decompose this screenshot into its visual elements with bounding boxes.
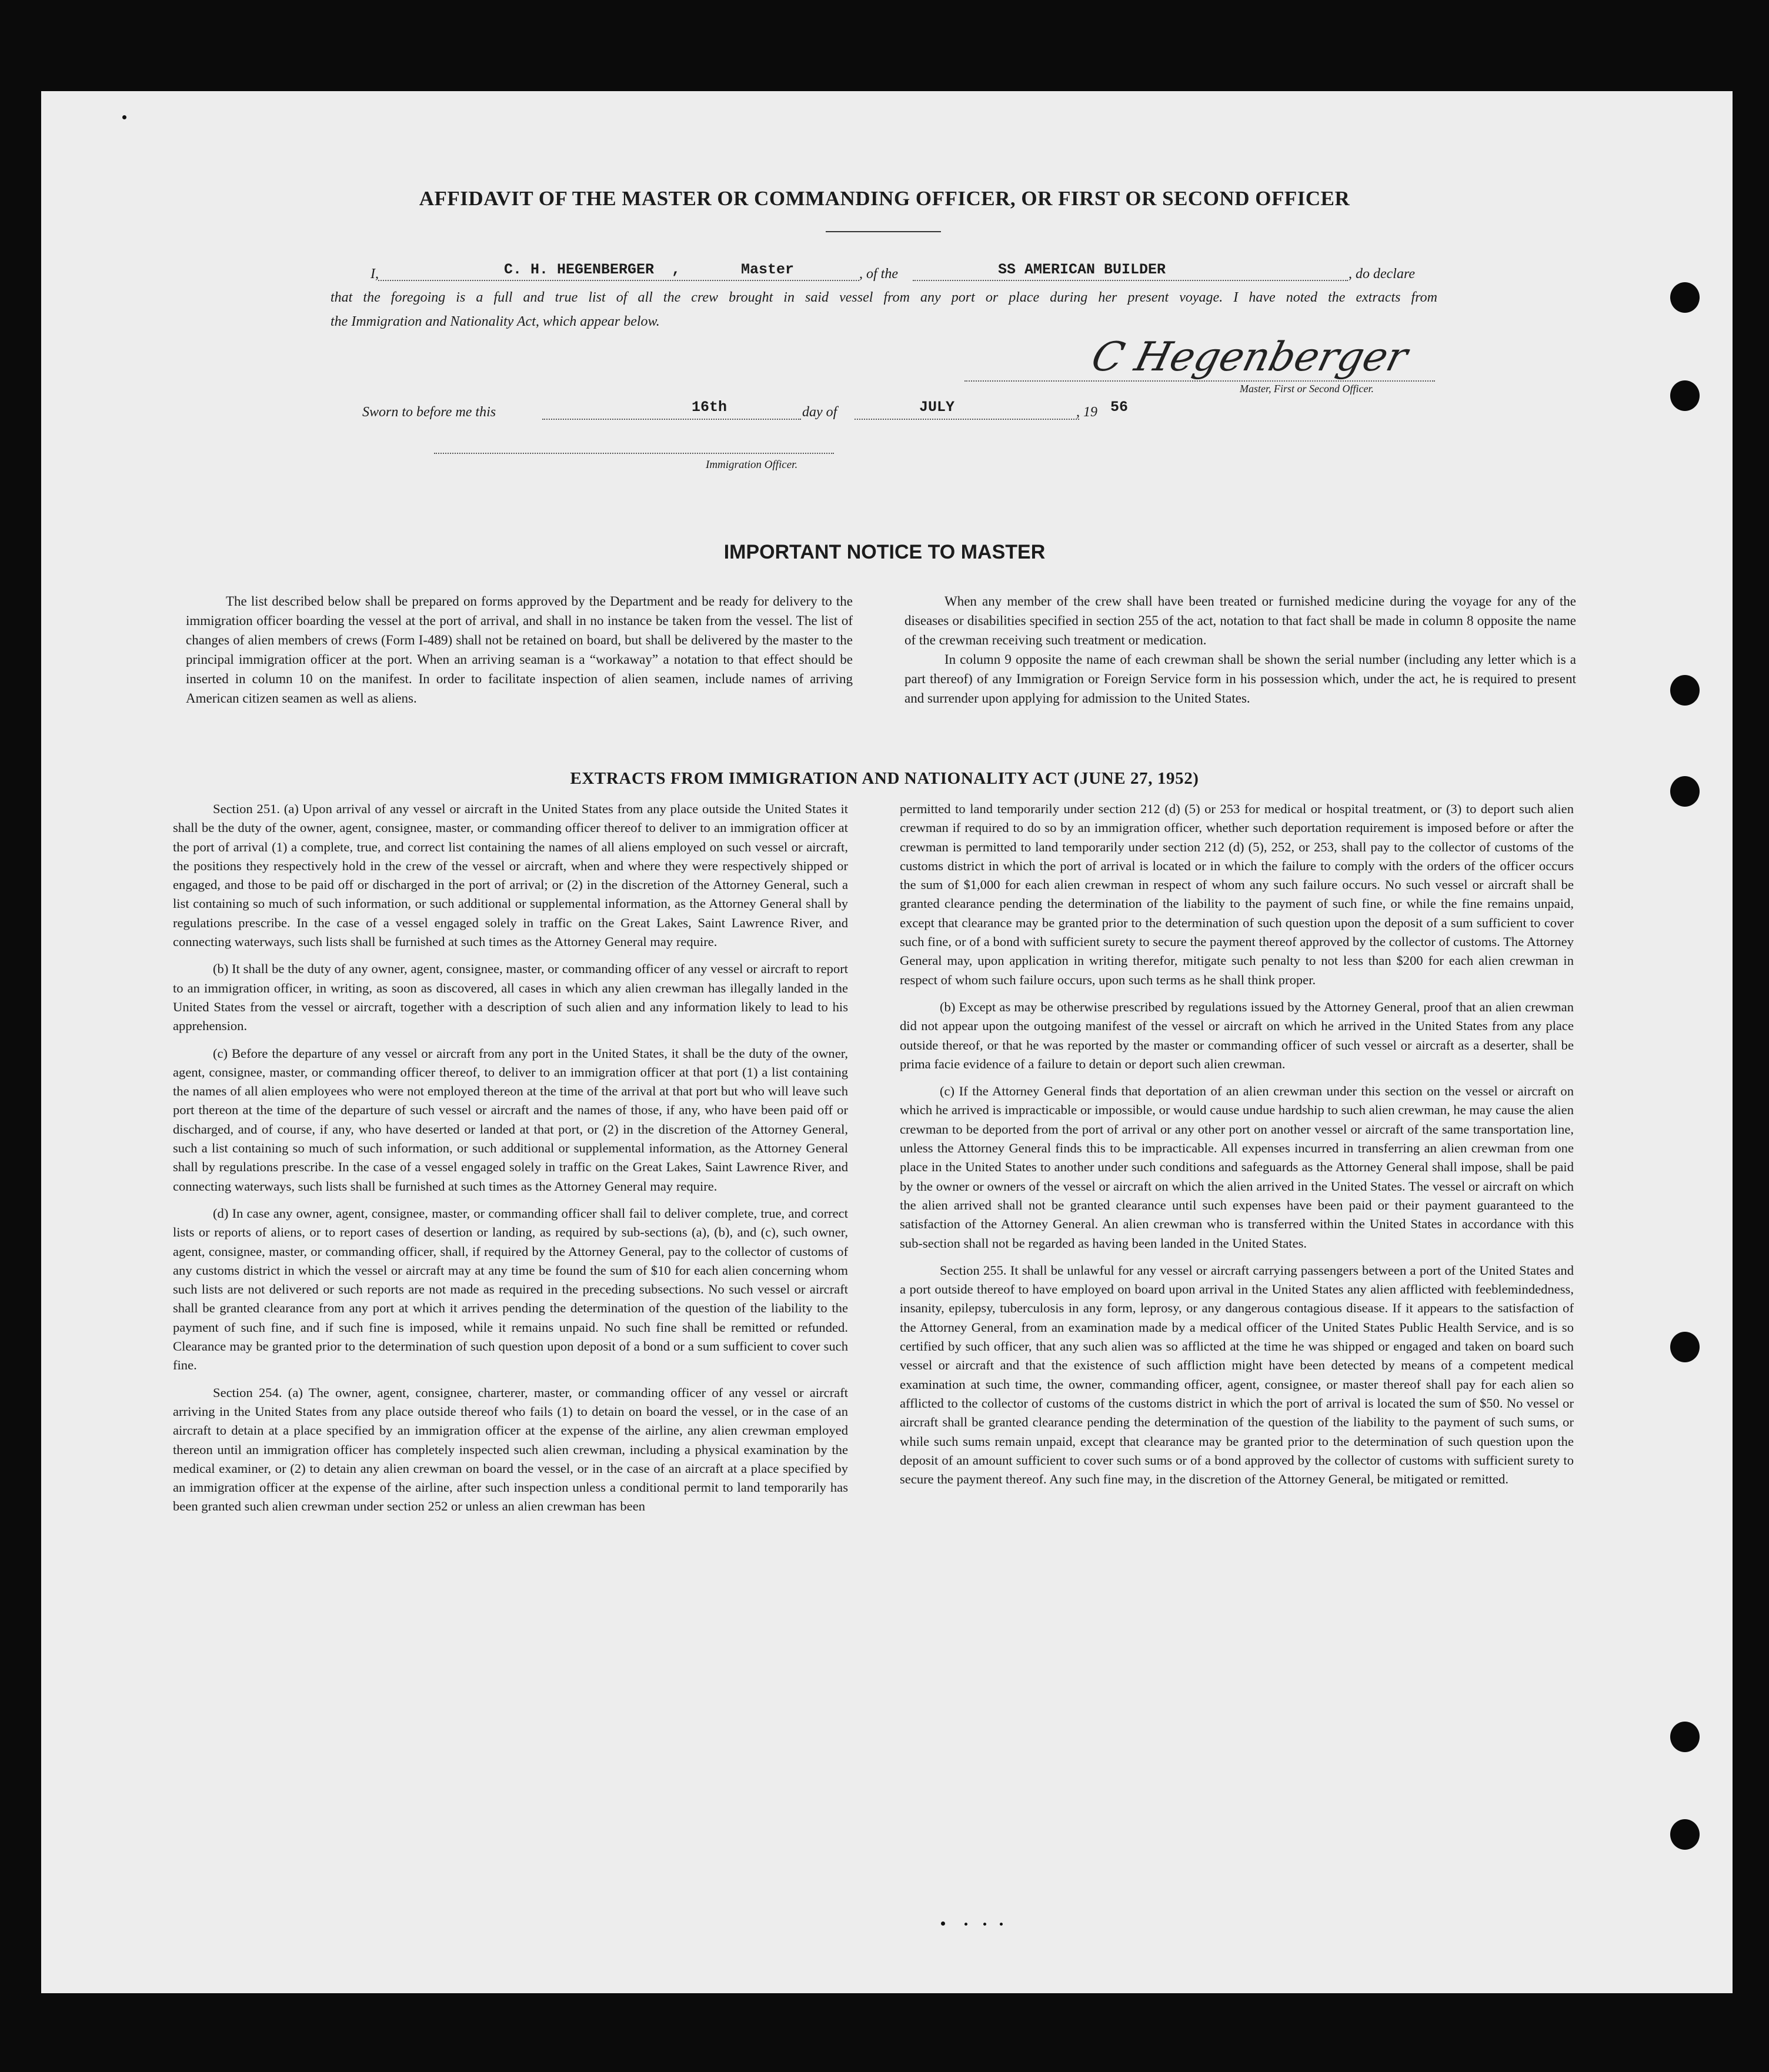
signature-caption: Master, First or Second Officer. bbox=[1240, 383, 1374, 395]
i-label: I, bbox=[371, 266, 379, 282]
vessel-name: SS AMERICAN BUILDER bbox=[998, 261, 1166, 278]
day-line bbox=[542, 419, 801, 420]
binder-hole-2 bbox=[1670, 380, 1700, 411]
year-prefix: , 19 bbox=[1076, 405, 1097, 420]
extracts-right-column bbox=[900, 800, 1574, 1497]
section-255: Section 255. It shall be unlawful for any vessel or aircraft carrying passengers between a port of the United States and a port outside thereof to have employed on board upon arrival in the United States any alien afflicted with feeblemindedness, insanity, epilepsy, tuberculosis in any form, leprosy, or any dangerous contagious disease. If it appears to the satisfaction of the Attorney General, from an examination made by a medical officer of the United States Public Health Service, and is so certified by such officer, that any such alien was so afflicted at the time he was shipped or engaged and taken on board such vessel or aircraft and that the existence of such affliction might have been detected by means of a competent medical examination at such time, the owner, commanding officer, agent, consignee, or master thereof shall pay for each alien so afflicted to the collector of customs of the customs district in which the port of arrival is located the sum of $50. No vessel or aircraft shall be granted clearance pending the determination of the question of the liability to the payment of such sums, or while such sums remain unpaid, except that clearance may be granted prior to the determination of such question upon the deposit of an amount sufficient to cover such sums or of a bond approved by the collector of customs with sufficient surety to secure the payment thereof. Any such fine may, in the discretion of the Attorney General, be mitigated or remitted. bbox=[900, 1262, 1574, 1487]
scan-speck bbox=[941, 1921, 945, 1926]
binder-hole-6 bbox=[1670, 1722, 1700, 1752]
master-signature: C Hegenberger bbox=[1087, 334, 1413, 380]
binder-hole-1 bbox=[1670, 282, 1700, 313]
notice-left-column bbox=[186, 591, 853, 708]
sworn-day: 16th bbox=[692, 399, 727, 416]
sworn-year: 56 bbox=[1110, 399, 1129, 416]
signature-line bbox=[964, 380, 1435, 382]
scan-speck bbox=[1000, 1923, 1003, 1926]
officer-line bbox=[434, 453, 834, 454]
binder-hole-4 bbox=[1670, 776, 1700, 807]
notice-right-column bbox=[904, 591, 1576, 708]
binder-hole-3 bbox=[1670, 675, 1700, 706]
title-divider bbox=[826, 231, 941, 232]
extracts-left-column bbox=[173, 800, 848, 1525]
binder-hole-7 bbox=[1670, 1819, 1700, 1850]
section-251-b: (b) It shall be the duty of any owner, agent, consignee, master, or commanding officer of any vessel or aircraft to report to an immigration officer, in writing, as soon as discovered, all cases in which any alien crewman has illegally landed in the United States from the vessel or aircraft, together with a description of such alien and any information likely to lead to his apprehension. bbox=[173, 961, 848, 1034]
section-254-b: (b) Except as may be otherwise prescribed by regulations issued by the Attorney General, proof that an alien crewman did not appear upon the outgoing manifest of the vessel or aircraft on which he arrived in the United States from any place outside thereof, or that he was reported by the master or commanding officer of such vessel or aircraft as a deserter, shall be prima facie evidence of a failure to detain or deport such alien crewman. bbox=[900, 999, 1574, 1071]
notice-left-text: The list described below shall be prepared on forms approved by the Department and be ready for delivery to the immigration officer boarding the vessel at the port of arrival, and shall in no instance be taken from the vessel. The list of changes of alien members of crews (Form I-489) shall not be retained on board, but shall be delivered by the master to the principal immigration officer at the port. When an arriving seaman is a “workaway” a notation to that effect should be inserted in column 10 on the manifest. In order to facilitate inspection of alien seamen, include names of arriving American citizen seamen as well as aliens. bbox=[186, 594, 853, 706]
scan-speck bbox=[122, 115, 126, 119]
section-251-a: Section 251. (a) Upon arrival of any vessel or aircraft in the United States from any place outside the United States it shall be the duty of the owner, agent, consignee, master, or commanding officer thereof to deliver to an immigration officer at the port of arrival (1) a complete, true, and correct list containing the names of all aliens employed on such vessel or aircraft, the positions they respectively hold in the crew of the vessel or aircraft, when and where they were respectively shipped or engaged, and those to be paid off or discharged in the port of arrival; or (2) in the discretion of the Attorney General, such a list containing so much of such information, or such additional or supplemental information, as the Attorney General shall by regulations prescribe. In the case of a vessel engaged solely in traffic on the Great Lakes, Saint Lawrence River, and connecting waterways, such lists shall be furnished at such times as the Attorney General may require. bbox=[173, 801, 848, 950]
extracts-title: EXTRACTS FROM IMMIGRATION AND NATIONALITY ACT (JUNE 27, 1952) bbox=[570, 769, 1199, 788]
affidavit-title: AFFIDAVIT OF THE MASTER OR COMMANDING OFFICER, OR FIRST OR SECOND OFFICER bbox=[419, 187, 1350, 210]
name-comma: , bbox=[672, 261, 681, 278]
section-251-d: (d) In case any owner, agent, consignee, master, or commanding officer shall fail to deliver complete, true, and correct lists or reports of aliens, or to report cases of desertion or landing, as required by sub-sections (a), (b), and (c), such owner, agent, consignee, master, or commanding officer, shall, if required by the Attorney General, pay to the collector of customs of any customs district in which the vessel or aircraft may at any time be found the sum of $10 for each alien concerning whom such lists are not delivered or such reports are not made as required in the preceding subsections. No such vessel or aircraft shall be granted clearance from any port at which it arrives pending the determination of the question of the liability to the payment of such fine, and if such fine is imposed, while it remains unpaid. No such fine shall be remitted or refunded. Clearance may be granted prior to the determination of such question upon deposit of a bond or a sum sufficient to cover such fine. bbox=[173, 1205, 848, 1373]
sworn-month: JULY bbox=[919, 399, 955, 416]
day-of-label: day of bbox=[802, 405, 837, 420]
scan-speck bbox=[964, 1923, 967, 1926]
officer-caption: Immigration Officer. bbox=[706, 459, 798, 471]
notice-title: IMPORTANT NOTICE TO MASTER bbox=[723, 541, 1046, 563]
name-line bbox=[378, 280, 859, 281]
section-254-a: Section 254. (a) The owner, agent, consignee, charterer, master, or commanding officer of any vessel or aircraft arriving in the United States from any place outside thereof who fails (1) to detain on board the vessel, or in the case of an aircraft to detain at a place specified by an immigration officer at the expense of the airline, any alien crewman employed thereon until an immigration officer has completely inspected such alien crewman, including a physical examination by the medical examiner, or (2) to detain any alien crewman on board the vessel, or in the case of an aircraft at a place specified by an immigration officer at the expense of the airline, after such inspection unless a conditional permit to land temporarily has been granted such alien crewman under section 252 or unless an alien crewman has been bbox=[173, 1385, 848, 1514]
section-251-c: (c) Before the departure of any vessel or aircraft from any port in the United States, it shall be the duty of the owner, agent, consignee, master, or commanding officer thereof, to deliver to an immigration officer at that port (1) a list containing the names of all alien employees who were not employed thereon at the time of the arrival at that port but who will leave such port thereon at the time of the departure of such vessel or aircraft and the names of those, if any, who have been paid off or discharged, and of course, if any, who have deserted or landed at that port, or (2) in the discretion of the Attorney General, such a list containing so much of such information, or such additional or supplemental information, as the Attorney General shall by regulations prescribe. In the case of a vessel engaged solely in traffic on the Great Lakes, Saint Lawrence River, and connecting waterways, such lists shall be furnished at such times as the Attorney General may require. bbox=[173, 1045, 848, 1194]
month-line bbox=[855, 419, 1079, 420]
master-rank: Master bbox=[741, 261, 795, 278]
notice-right-p2: In column 9 opposite the name of each crewman shall be shown the serial number (including any letter which is a part thereof) of any Immigration or Foreign Service form in his possession which, under the act, he is required to present and surrender upon applying for admission to the United States. bbox=[904, 652, 1576, 706]
do-declare-label: , do declare bbox=[1349, 266, 1416, 282]
declaration-line-1: that the foregoing is a full and true list of all the crew brought in said vessel from any port or place during her present voyage. I have noted the extracts from bbox=[331, 290, 1437, 305]
scan-speck bbox=[983, 1923, 986, 1926]
of-the-label: , of the bbox=[859, 266, 898, 282]
section-254-a-continued: permitted to land temporarily under section 212 (d) (5) or 253 for medical or hospital treatment, or (3) to deport such alien crewman if required to do so by an immigration officer, whether such deportation requirement is imposed before or after the crewman is permitted to land temporarily under section 212 (d) (5), 252, or 253, shall pay to the collector of customs of the customs district in which the port of arrival is located or in which the failure to comply with the orders of the officer occurs the sum of $1,000 for each alien crewman in respect of whom any such failure occurs. No such vessel or aircraft shall be granted clearance pending the determination of the liability to the payment of such fine, or while the fine remains unpaid, except that clearance may be granted prior to the determination of such question upon the deposit of a sum sufficient to cover such fine, or of a bond with sufficient surety to secure the payment thereof approved by the collector of customs. The Attorney General may, upon application in writing therefor, mitigate such penalty to not less than $200 for each alien crewman in respect of whom such failure occurs, upon such terms as he shall think proper. bbox=[900, 801, 1574, 987]
declaration-line-2: the Immigration and Nationality Act, which appear below. bbox=[331, 314, 660, 329]
binder-hole-5 bbox=[1670, 1332, 1700, 1362]
sworn-label: Sworn to before me this bbox=[362, 405, 496, 420]
notice-right-p1: When any member of the crew shall have been treated or furnished medicine during the voyage for any of the diseases or disabilities specified in section 255 of the act, notation to that fact shall be made in column 8 opposite the name of the crewman receiving such treatment or medication. bbox=[904, 594, 1576, 647]
section-254-c: (c) If the Attorney General finds that deportation of an alien crewman under this section on the vessel or aircraft on which he arrived is impracticable or impossible, or would cause undue hardship to such alien crewman, he may cause the alien crewman to be deported from the port of arrival or any other port on another vessel or aircraft of the same transportation line, unless the Attorney General finds this to be impracticable. All expenses incurred in transferring an alien crewman from one place in the United States to another under such conditions and safeguards as the Attorney General shall impose, shall be paid by the owner or owners of the vessel or aircraft on which the alien arrived in the United States. The vessel or aircraft on which the alien arrived shall not be granted clearance until such expenses have been paid or their payment guaranteed to the satisfaction of the Attorney General. An alien crewman who is transferred within the United States in accordance with this sub-section shall not be regarded as having been landed in the United States. bbox=[900, 1084, 1574, 1251]
vessel-line bbox=[913, 280, 1348, 281]
master-name: C. H. HEGENBERGER bbox=[504, 261, 655, 278]
